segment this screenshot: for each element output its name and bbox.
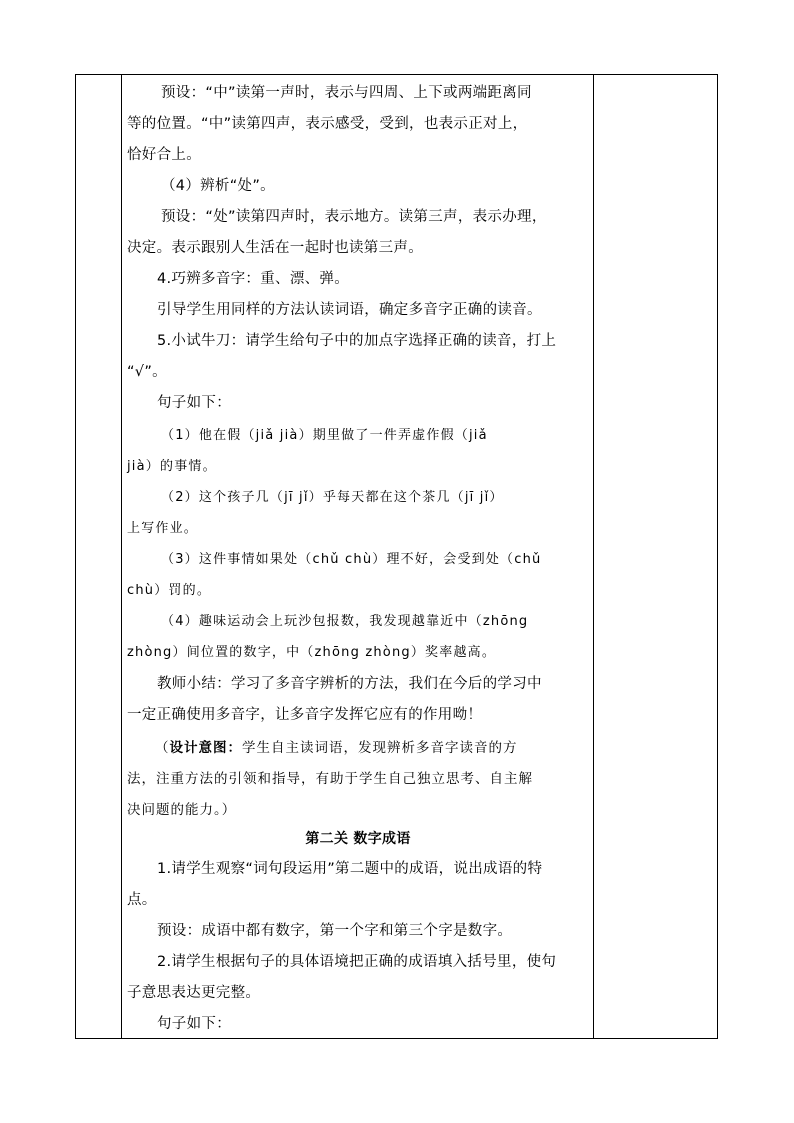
- text-line: 点。: [127, 892, 157, 908]
- text-line: （4）趣味运动会上玩沙包报数，我发现越靠近中（zhōng: [161, 614, 529, 629]
- text-line: （4）辨析“处”。: [161, 178, 275, 194]
- text-line: 4.巧辨多音字：重、漂、弹。: [157, 271, 350, 287]
- text-line: “√”。: [127, 364, 167, 380]
- design-intent-label: 设计意图：: [169, 740, 242, 756]
- text-line: 预设：“中”读第一声时，表示与四周、上下或两端距离同: [161, 85, 532, 101]
- text-line: 教师小结：学习了多音字辨析的方法，我们在今后的学习中: [157, 676, 542, 692]
- design-intent-open-paren: （: [155, 740, 170, 756]
- text-line: 决问题的能力。）: [127, 802, 237, 818]
- text-line: 5.小试牛刀：请学生给句子中的加点字选择正确的读音，打上: [157, 333, 557, 349]
- text-line: 1.请学生观察“词句段运用”第二题中的成语，说出成语的特: [157, 861, 543, 877]
- column-divider-right: [593, 75, 594, 1038]
- text-line: 一定正确使用多音字，让多音字发挥它应有的作用呦！: [127, 707, 483, 723]
- lesson-content-cell: [121, 75, 593, 1038]
- text-line: 恰好合上。: [127, 147, 201, 163]
- text-line: 引导学生用同样的方法认读词语，确定多音字正确的读音。: [157, 302, 542, 318]
- text-line: （1）他在假（jiǎ jià）期里做了一件弄虚作假（jiǎ: [161, 428, 488, 443]
- text-line: 句子如下：: [157, 1016, 231, 1032]
- text-line: zhòng）间位置的数字，中（zhōng zhòng）奖率越高。: [127, 645, 497, 660]
- design-intent-text: 学生自主读词语，发现辨析多音字读音的方: [242, 740, 518, 756]
- lesson-table: [75, 74, 718, 1039]
- text-line: 子意思表达更完整。: [127, 985, 261, 1001]
- design-intent-line: [127, 733, 589, 764]
- text-line: 上写作业。: [127, 521, 199, 536]
- text-line: （2）这个孩子几（jī jǐ）乎每天都在这个茶几（jī jǐ）: [161, 490, 504, 505]
- text-line: 预设：“处”读第四声时，表示地方。读第三声，表示办理，: [161, 209, 547, 225]
- text-line: 等的位置。“中”读第四声，表示感受，受到，也表示正对上，: [127, 116, 528, 132]
- text-line: 句子如下：: [157, 395, 231, 411]
- text-line: 决定。表示跟别人生活在一起时也读第三声。: [127, 240, 423, 256]
- text-line: 法，注重方法的引领和指导，有助于学生自己独立思考、自主解: [127, 771, 533, 787]
- text-line: 2.请学生根据句子的具体语境把正确的成语填入括号里，使句: [157, 954, 557, 970]
- text-line: jià）的事情。: [127, 459, 217, 474]
- text-line: （3）这件事情如果处（chǔ chù）理不好，会受到处（chǔ: [161, 552, 542, 567]
- section-heading: 第二关 数字成语: [305, 831, 411, 847]
- text-line: 预设：成语中都有数字，第一个字和第三个字是数字。: [157, 923, 513, 939]
- text-line: chù）罚的。: [127, 583, 212, 598]
